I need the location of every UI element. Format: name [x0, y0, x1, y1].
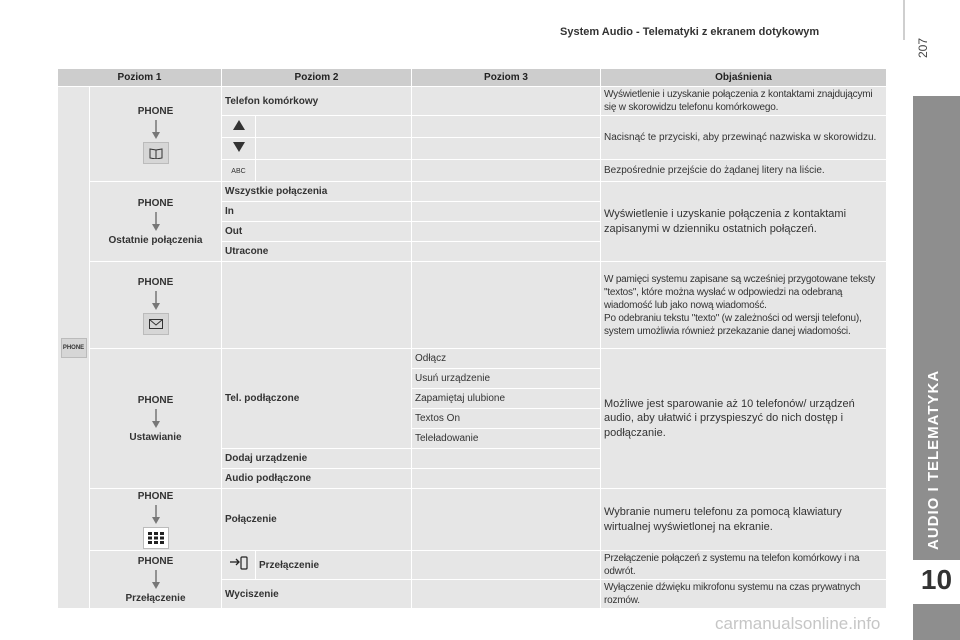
- level2-messages: [90, 262, 222, 349]
- level3-mobile-phone: Telefon komórkowy: [222, 87, 412, 116]
- chapter-box: [913, 560, 960, 604]
- empty-cell: [412, 551, 601, 580]
- phone-label: PHONE: [137, 491, 174, 502]
- desc-settings: Możliwe jest sparowanie aż 10 telefonów/ urządzeń audio, aby ułatwić i przyspieszyć do nich dostęp i podłączanie.: [601, 349, 887, 489]
- header-level-3: Poziom 3: [412, 69, 601, 87]
- header-level-1: Poziom 1: [58, 69, 222, 87]
- scroll-up-cell: [222, 116, 256, 138]
- level3-connected-phones: Tel. podłączone: [222, 349, 412, 449]
- desc-recent-calls: Wyświetlenie i uzyskanie połączenia z kontaktami zapisanymi w dzienniku ostatnich połączeń.: [601, 182, 887, 262]
- level1-cell: [58, 87, 90, 609]
- chapter-number: 10: [920, 564, 953, 595]
- empty-cell: [412, 489, 601, 551]
- level2-contacts: [90, 87, 222, 182]
- keypad-icon: [143, 527, 169, 549]
- menu-table: [57, 68, 887, 609]
- table-row: [58, 87, 887, 116]
- desc-scroll: Nacisnąć te przyciski, aby przewinąć nazwiska w skorowidzu.: [601, 116, 887, 160]
- chapter-label: AUDIO I TELEMATYKA: [925, 369, 942, 550]
- desc-dial: Wybranie numeru telefonu za pomocą klawiatury wirtualnej wyświetlonej na ekranie.: [601, 489, 887, 551]
- option-remove-device: Usuń urządzenie: [412, 369, 601, 389]
- header-level-2: Poziom 2: [222, 69, 412, 87]
- option-teleloading: Teleładowanie: [412, 429, 601, 449]
- arrow-down-icon: [149, 505, 163, 525]
- empty-cell: [222, 262, 412, 349]
- empty-cell: [412, 116, 601, 138]
- phone-button-icon: PHONE: [61, 338, 87, 358]
- level3-connection: Połączenie: [222, 489, 412, 551]
- arrow-down-icon: [149, 409, 163, 429]
- empty-cell: [412, 222, 601, 242]
- arrow-down-icon: [149, 212, 163, 232]
- triangle-down-icon: [233, 142, 245, 152]
- phone-label: PHONE: [137, 197, 174, 209]
- recent-calls-label: Ostatnie połączenia: [108, 234, 203, 246]
- empty-cell: [256, 160, 412, 182]
- level3-all-calls: Wszystkie połączenia: [222, 182, 412, 202]
- level2-switch: [90, 551, 222, 609]
- empty-cell: [256, 116, 412, 138]
- desc-mute: Wyłączenie dźwięku mikrofonu systemu na czas prywatnych rozmów.: [601, 580, 887, 609]
- contacts-book-icon: [143, 142, 169, 164]
- desc-messages: [601, 262, 887, 349]
- empty-cell: [412, 262, 601, 349]
- header-divider: [903, 0, 905, 40]
- table-header-row: [58, 69, 887, 87]
- desc-mobile-contacts: Wyświetlenie i uzyskanie połączenia z kontaktami znajdującymi się w skorowidzu telefonu komórkowego.: [601, 87, 887, 116]
- empty-cell: [412, 182, 601, 202]
- desc-messages-2: Po odebraniu tekstu "texto" (w zależności od wersji telefonu), system umożliwia również przekazanie danej wiadomości.: [604, 312, 862, 337]
- option-textos-on: Textos On: [412, 409, 601, 429]
- table-row: [58, 182, 887, 202]
- option-save-favorites: Zapamiętaj ulubione: [412, 389, 601, 409]
- arrow-down-icon: [149, 120, 163, 140]
- watermark: carmanualsonline.info: [715, 614, 881, 633]
- empty-cell: [412, 87, 601, 116]
- level3-out: Out: [222, 222, 412, 242]
- level3-in: In: [222, 202, 412, 222]
- switch-label: Przełączenie: [125, 592, 186, 604]
- level3-add-device: Dodaj urządzenie: [222, 449, 412, 469]
- desc-messages-1: W pamięci systemu zapisane są wcześniej przygotowane teksty "textos", które można wysłać w odpowiedzi na odebraną wiadomość lub jako nową wiadomość.: [604, 273, 876, 311]
- abc-cell: [222, 160, 256, 182]
- level2-dial: [90, 489, 222, 551]
- envelope-icon: [143, 313, 169, 335]
- arrow-down-icon: [149, 291, 163, 311]
- arrow-down-icon: [149, 570, 163, 590]
- empty-cell: [412, 160, 601, 182]
- settings-label: Ustawianie: [129, 431, 182, 443]
- empty-cell: [412, 580, 601, 609]
- empty-cell: [412, 202, 601, 222]
- table-row: [58, 489, 887, 551]
- transfer-phone-icon: [230, 556, 248, 570]
- level3-mute: Wyciszenie: [222, 580, 412, 609]
- page-header-title: System Audio - Telematyki z ekranem dotykowym: [560, 26, 820, 38]
- abc-icon: ABC: [231, 168, 246, 175]
- phone-label: PHONE: [137, 105, 174, 117]
- table-row: [58, 551, 887, 580]
- table-row: [58, 349, 887, 369]
- empty-cell: [256, 138, 412, 160]
- level3-missed: Utracone: [222, 242, 412, 262]
- option-disconnect: Odłącz: [412, 349, 601, 369]
- empty-cell: [412, 138, 601, 160]
- header-explanations: Objaśnienia: [601, 69, 887, 87]
- empty-cell: [412, 449, 601, 469]
- empty-cell: [412, 469, 601, 489]
- phone-label: PHONE: [137, 555, 174, 567]
- chapter-sidebar: [913, 96, 960, 640]
- scroll-down-cell: [222, 138, 256, 160]
- transfer-icon-cell: [222, 551, 256, 580]
- phone-label: PHONE: [137, 276, 174, 288]
- page-number: 207: [916, 37, 930, 58]
- desc-letter-jump: Bezpośrednie przejście do żądanej litery na liście.: [601, 160, 887, 182]
- level2-recent-calls: [90, 182, 222, 262]
- level3-switch: Przełączenie: [256, 551, 412, 580]
- phone-label: PHONE: [137, 394, 174, 406]
- desc-switch: Przełączenie połączeń z systemu na telefon komórkowy i na odwrót.: [601, 551, 887, 580]
- level2-settings: [90, 349, 222, 489]
- level3-audio-connected: Audio podłączone: [222, 469, 412, 489]
- triangle-up-icon: [233, 120, 245, 130]
- empty-cell: [412, 242, 601, 262]
- table-row: [58, 262, 887, 349]
